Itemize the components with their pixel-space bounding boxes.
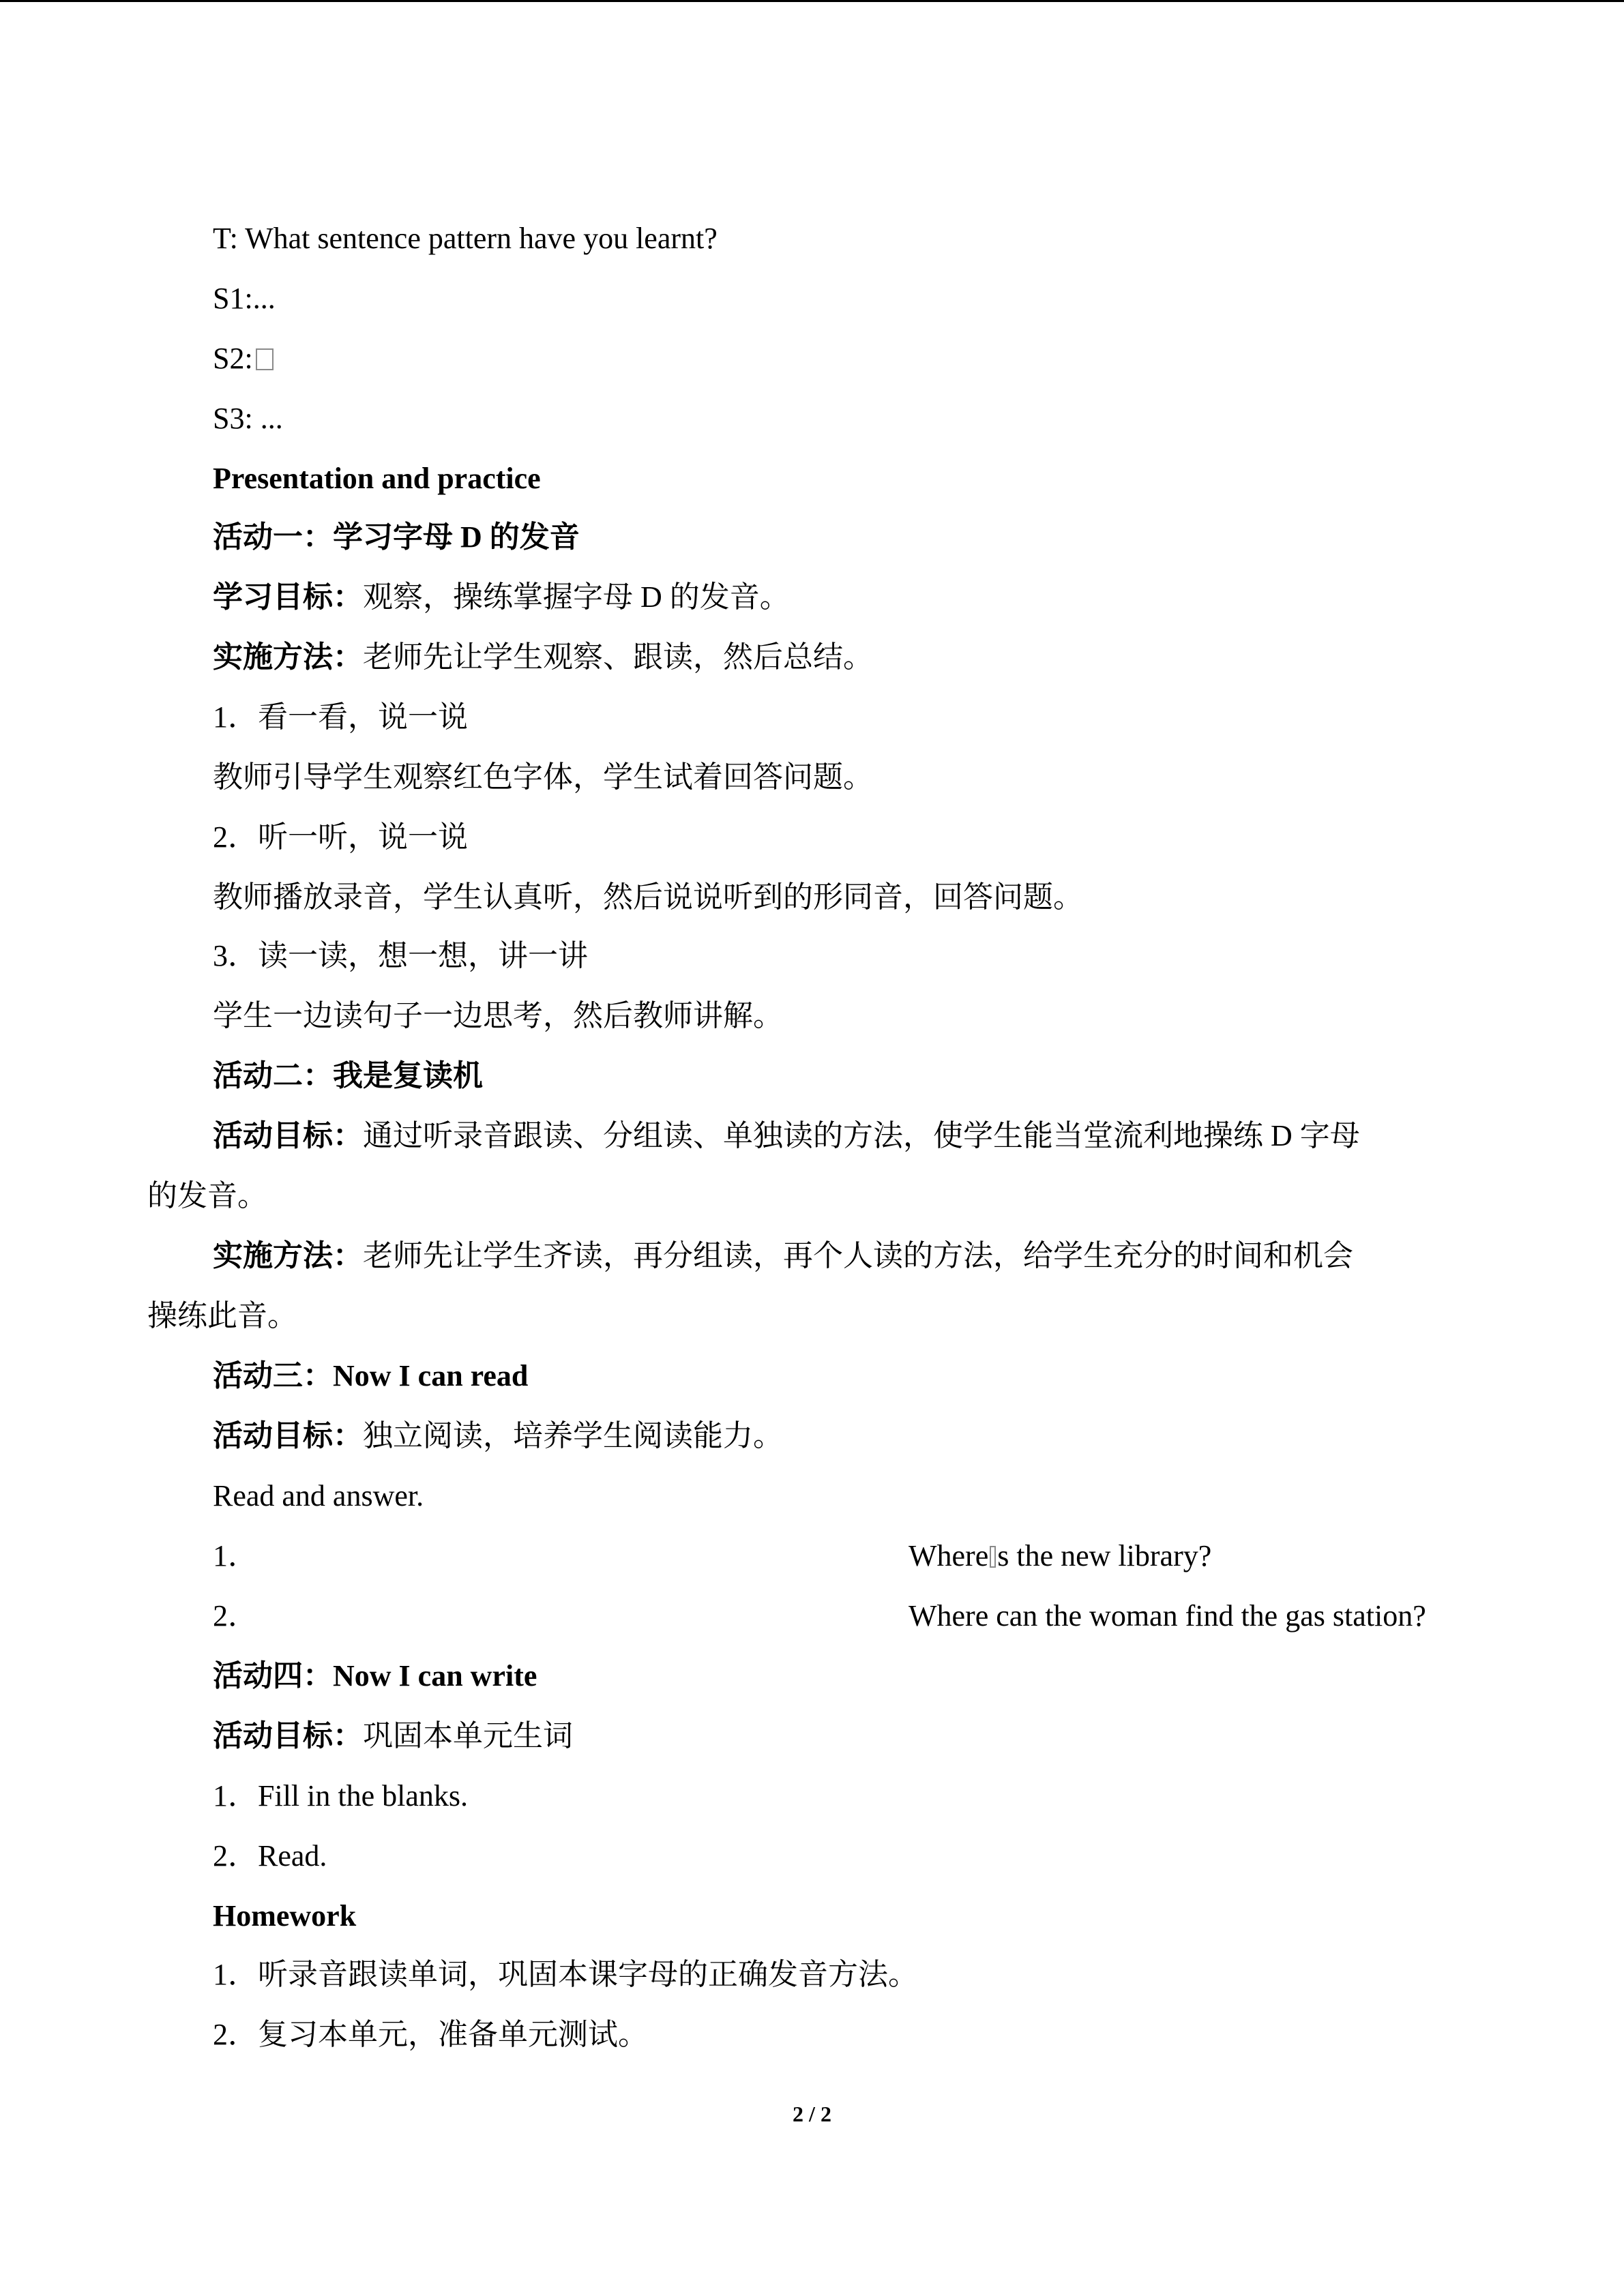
activity-1-step-3-desc: 学生一边读句子一边思考，然后教师讲解。 xyxy=(213,999,783,1032)
student-1-reply: S1:... xyxy=(213,282,276,315)
section-heading-homework: Homework xyxy=(213,1899,357,1933)
question-1-text xyxy=(909,1536,1211,1577)
activity-4-goal-label: 活动目标： xyxy=(213,1719,363,1753)
activity-1-step-2-desc: 教师播放录音，学生认真听，然后说说听到的形同音，回答问题。 xyxy=(213,880,1083,914)
activity-4-step-2: 2．Read. xyxy=(213,1839,327,1873)
activity-2-method-continued: 操练此音。 xyxy=(147,1299,297,1332)
activity-2-goal-continued: 的发音。 xyxy=(147,1179,267,1212)
activity-1-goal-text: 观察，操练掌握字母 D 的发音。 xyxy=(363,580,790,614)
homework-item-1: 1．听录音跟读单词，巩固本课字母的正确发音方法。 xyxy=(213,1958,918,1991)
student-3-reply: S3: ... xyxy=(213,402,283,435)
section-heading-presentation: Presentation and practice xyxy=(213,462,541,495)
activity-2-goal-text: 通过听录音跟读、分组读、单独读的方法，使学生能当堂流利地操练 D 字母 xyxy=(363,1119,1360,1152)
activity-3-goal xyxy=(213,1416,783,1457)
activity-1-title: 活动一：学习字母 D 的发音 xyxy=(213,520,580,554)
activity-2-goal-label: 活动目标： xyxy=(213,1119,363,1152)
activity-4-step-1: 1．Fill in the blanks. xyxy=(213,1779,468,1813)
question-1-text-part-b: s the new library? xyxy=(997,1539,1212,1572)
activity-2-method xyxy=(213,1236,1353,1277)
activity-3-goal-label: 活动目标： xyxy=(213,1419,363,1452)
homework-item-2: 2．复习本单元，准备单元测试。 xyxy=(213,2018,648,2051)
activity-1-step-2: 2．听一听，说一说 xyxy=(213,820,468,854)
question-2-number: 2． xyxy=(213,1599,258,1632)
activity-3-instruction: Read and answer. xyxy=(213,1479,424,1512)
activity-1-step-1-desc: 教师引导学生观察红色字体，学生试着回答问题。 xyxy=(213,760,873,794)
activity-4-title: 活动四：Now I can write xyxy=(213,1659,537,1693)
activity-1-method-text: 老师先让学生观察、跟读，然后总结。 xyxy=(363,640,873,674)
activity-2-title: 活动二：我是复读机 xyxy=(213,1059,483,1092)
activity-3-goal-text: 独立阅读，培养学生阅读能力。 xyxy=(363,1419,783,1452)
activity-2-method-label: 实施方法： xyxy=(213,1239,363,1272)
activity-4-goal xyxy=(213,1716,573,1757)
activity-1-method-label: 实施方法： xyxy=(213,640,363,674)
question-1-number: 1． xyxy=(213,1539,258,1572)
page-number: 2 / 2 xyxy=(793,2102,831,2126)
activity-2-method-text: 老师先让学生齐读，再分组读，再个人读的方法，给学生充分的时间和机会 xyxy=(363,1239,1353,1272)
teacher-question: T: What sentence pattern have you learnt? xyxy=(213,222,718,255)
question-1-text-part-a: Where xyxy=(909,1539,989,1572)
activity-1-method xyxy=(213,637,873,678)
activity-1-goal xyxy=(213,577,790,618)
activity-1-goal-label: 学习目标： xyxy=(213,580,363,614)
activity-3-title: 活动三：Now I can read xyxy=(213,1359,529,1392)
activity-4-goal-text: 巩固本单元生词 xyxy=(363,1719,573,1753)
question-2-text: Where can the woman find the gas station? xyxy=(909,1599,1426,1632)
activity-1-step-3: 3．读一读，想一想，讲一讲 xyxy=(213,939,588,972)
missing-glyph-box xyxy=(256,348,274,370)
student-2-reply xyxy=(213,338,274,379)
missing-apostrophe-glyph xyxy=(990,1546,996,1568)
activity-1-step-1: 1．看一看，说一说 xyxy=(213,700,468,734)
student-2-label: S2: xyxy=(213,342,253,375)
activity-2-goal xyxy=(213,1116,1360,1157)
